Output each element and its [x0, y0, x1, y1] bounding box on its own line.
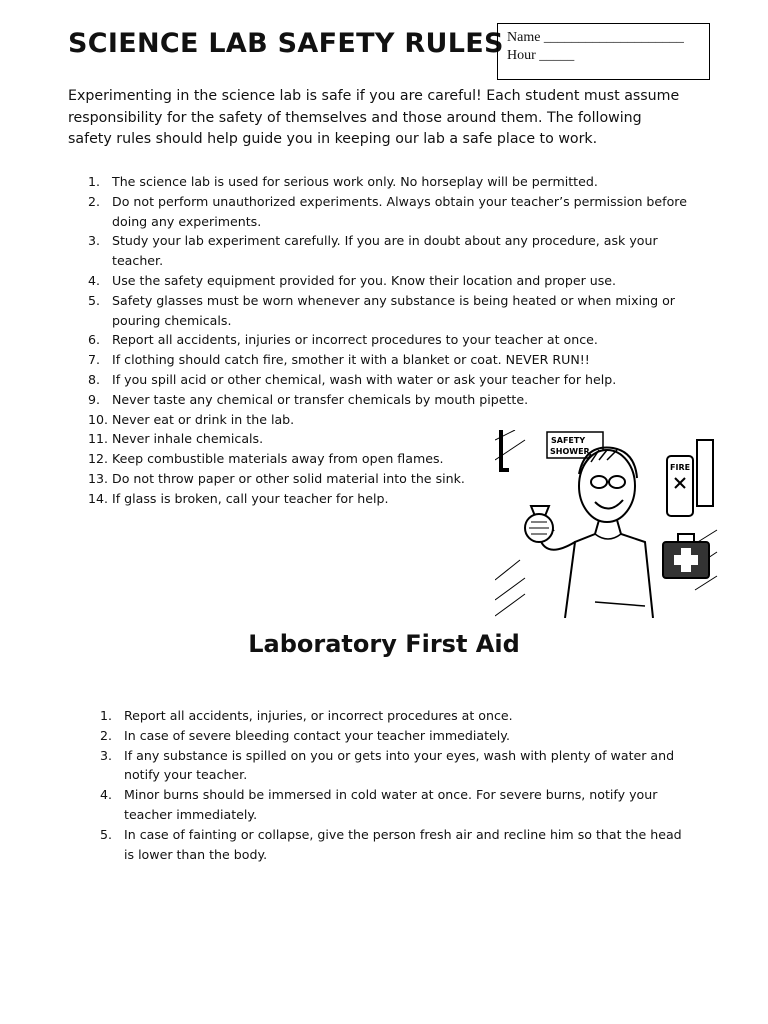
item-text: Report all accidents, injuries, or incorrect procedures at once. [124, 708, 513, 723]
item-number: 13. [88, 470, 109, 486]
item-text: In case of severe bleeding contact your teacher immediately. [124, 727, 510, 743]
item-number: 2. [100, 727, 113, 743]
intro-paragraph: Experimenting in the science lab is safe if you are careful! Each student must assume responsibility for the safety of themselves and those around them. The following safety rules should help guide you in keeping our lab a safe place to work. [68, 88, 680, 147]
list-item [100, 746, 690, 786]
list-item [88, 271, 688, 291]
list-item [88, 192, 688, 232]
fire-sign: FIRE [670, 463, 691, 472]
list-item [88, 172, 688, 192]
safety-shower-sign-bottom: SHOWER [550, 447, 590, 456]
list-item [100, 706, 690, 726]
item-text: Never inhale chemicals. [112, 431, 264, 447]
hour-field[interactable]: Hour _____ [507, 48, 575, 63]
item-number: 4. [100, 787, 113, 803]
lab-student-illustration [495, 430, 719, 618]
first-aid-list [100, 706, 690, 864]
list-item [88, 350, 688, 370]
item-number: 9. [88, 391, 101, 407]
list-item [88, 469, 477, 489]
list-item [88, 449, 477, 469]
list-item [88, 489, 477, 509]
item-text: Do not perform unauthorized experiments. Always obtain your teacher’s permission before doing any experiments. [112, 193, 687, 229]
list-item [88, 231, 688, 271]
list-item [100, 825, 690, 865]
item-text: Never eat or drink in the lab. [112, 411, 295, 427]
item-text: Safety glasses must be worn whenever any substance is being heated or when mixing or pouring chemicals. [112, 292, 675, 328]
item-text: If glass is broken, call your teacher for help. [112, 490, 389, 506]
item-number: 5. [88, 292, 101, 308]
item-number: 4. [88, 272, 101, 288]
list-item [100, 726, 690, 746]
item-number: 2. [88, 193, 101, 209]
list-item [88, 429, 477, 449]
list-item [88, 370, 688, 390]
item-number: 12. [88, 451, 109, 467]
first-aid-title: Laboratory First Aid [248, 630, 520, 658]
item-text: If clothing should catch fire, smother it with a blanket or coat. NEVER RUN!! [112, 352, 590, 368]
item-text: The science lab is used for serious work only. No horseplay will be permitted. [112, 174, 598, 189]
item-number: 1. [88, 174, 101, 189]
name-hour-box [497, 23, 710, 80]
safety-shower-sign-top: SAFETY [551, 436, 586, 445]
name-field[interactable]: Name ____________________ [507, 30, 684, 45]
item-number: 3. [88, 233, 101, 249]
item-text: Do not throw paper or other solid material into the sink. [112, 470, 465, 486]
list-item [88, 291, 688, 331]
item-text: Minor burns should be immersed in cold water at once. For severe burns, notify your teacher immediately. [124, 787, 658, 822]
item-text: Never taste any chemical or transfer chemicals by mouth pipette. [112, 391, 529, 407]
item-number: 10. [88, 411, 109, 427]
item-text: Use the safety equipment provided for you. Know their location and proper use. [112, 272, 617, 288]
item-number: 5. [100, 826, 113, 842]
item-number: 8. [88, 371, 101, 387]
list-item [88, 390, 688, 410]
item-number: 6. [88, 332, 101, 348]
item-text: Report all accidents, injuries or incorrect procedures to your teacher at once. [112, 332, 598, 348]
item-number: 14. [88, 490, 109, 506]
item-number: 3. [100, 747, 113, 763]
item-number: 11. [88, 431, 109, 447]
item-text: Keep combustible materials away from open flames. [112, 451, 444, 467]
item-text: In case of fainting or collapse, give the person fresh air and recline him so that the head is lower than the body. [124, 826, 682, 862]
page-title: SCIENCE LAB SAFETY RULES [68, 28, 504, 59]
list-item [100, 785, 690, 825]
item-number: 1. [100, 708, 113, 723]
list-item [88, 330, 688, 350]
item-text: Study your lab experiment carefully. If you are in doubt about any procedure, ask your teacher. [112, 233, 658, 269]
item-text: If any substance is spilled on you or gets into your eyes, wash with plenty of water and notify your teacher. [124, 747, 675, 783]
list-item [88, 410, 477, 430]
item-text: If you spill acid or other chemical, wash with water or ask your teacher for help. [112, 371, 617, 387]
item-number: 7. [88, 352, 101, 368]
